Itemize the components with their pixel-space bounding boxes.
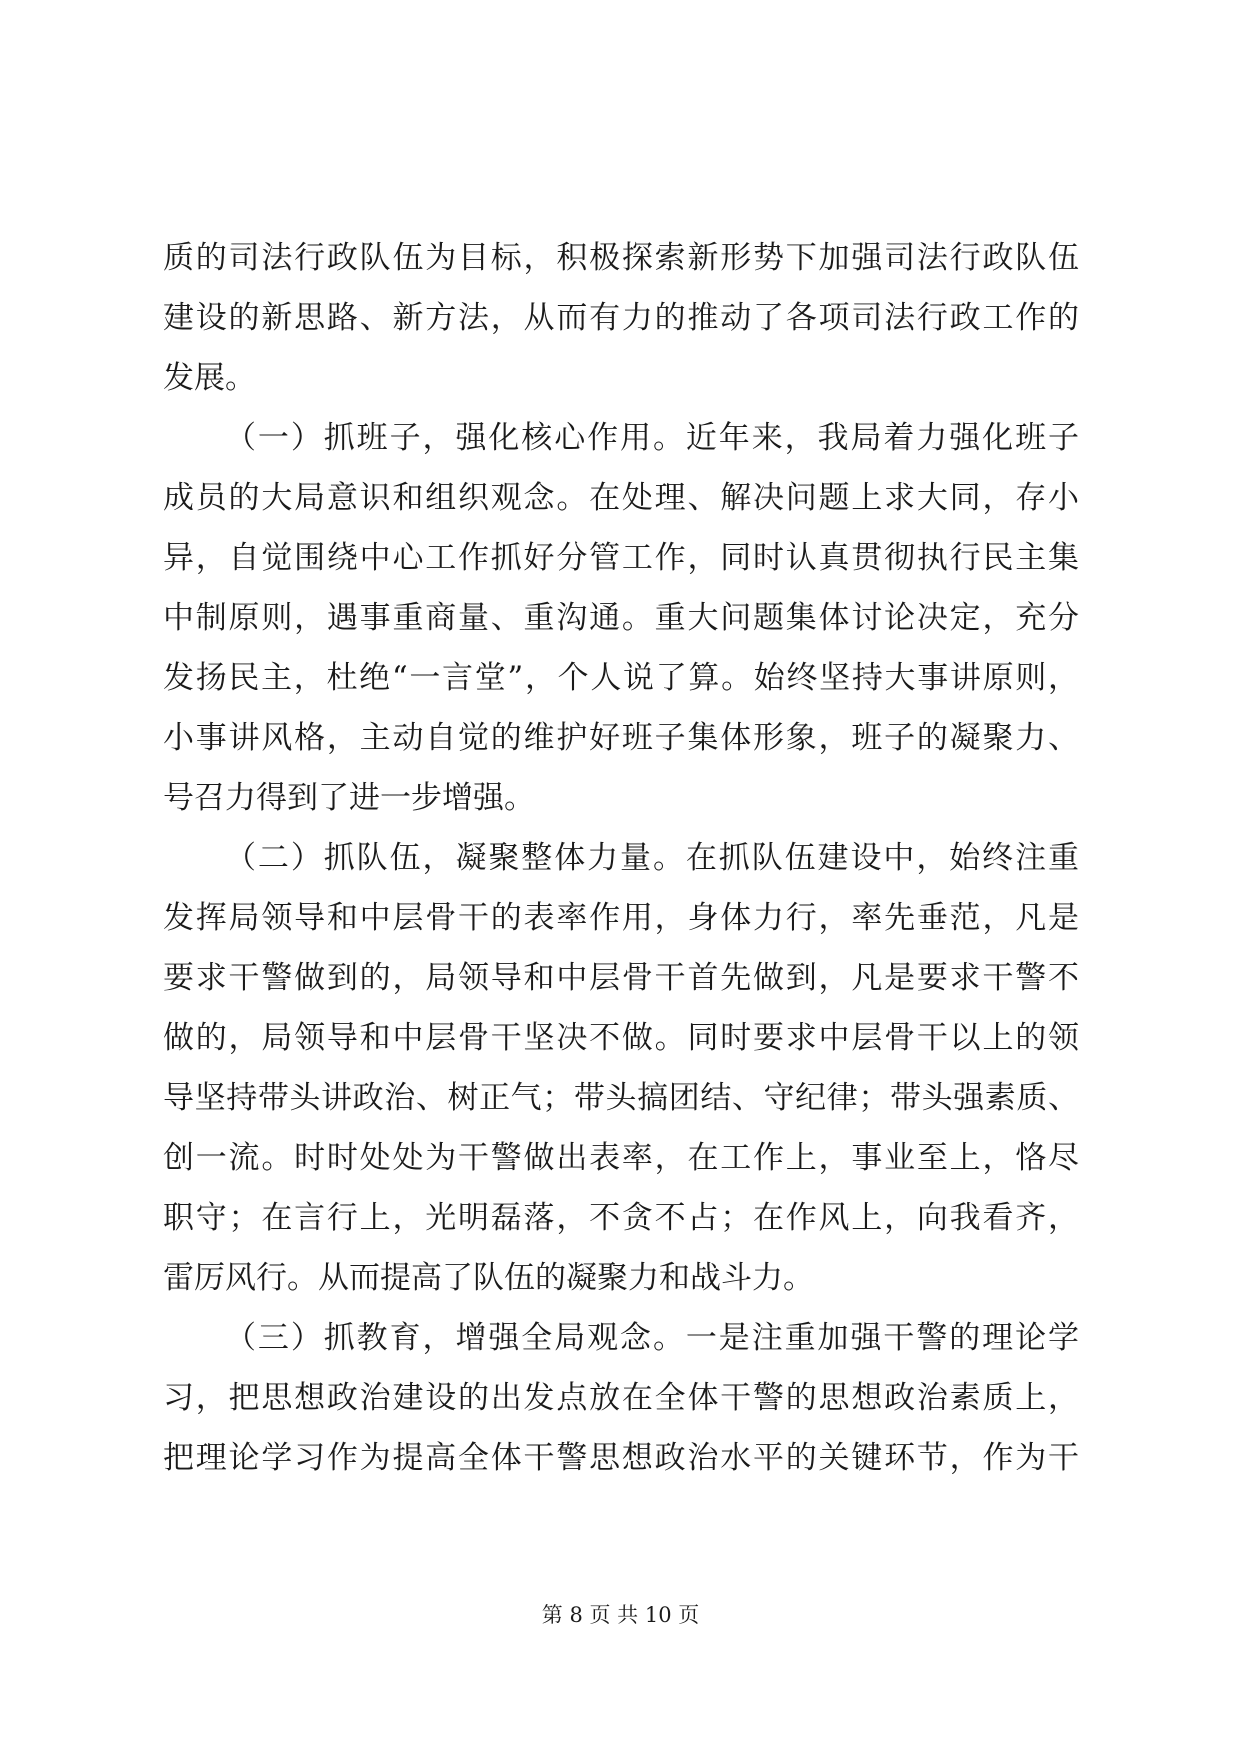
- text-line: 建设的新思路、新方法，从而有力的推动了各项司法行政工作的: [163, 300, 1079, 336]
- text-line: 习，把思想政治建设的出发点放在全体干警的思想政治素质上，: [163, 1380, 1079, 1416]
- text-line: 号召力得到了进一步增强。: [163, 780, 535, 816]
- text-line: 把理论学习作为提高全体干警思想政治水平的关键环节，作为干: [163, 1440, 1079, 1476]
- text-line: （二）抓队伍，凝聚整体力量。在抓队伍建设中，始终注重: [225, 840, 1079, 876]
- text-line: 小事讲风格，主动自觉的维护好班子集体形象，班子的凝聚力、: [163, 720, 1079, 756]
- text-line: 中制原则，遇事重商量、重沟通。重大问题集体讨论决定，充分: [163, 600, 1079, 636]
- text-line: 发挥局领导和中层骨干的表率作用，身体力行，率先垂范，凡是: [163, 900, 1079, 936]
- text-line: 职守；在言行上，光明磊落，不贪不占；在作风上，向我看齐，: [163, 1200, 1079, 1236]
- text-line: 做的，局领导和中层骨干坚决不做。同时要求中层骨干以上的领: [163, 1020, 1079, 1056]
- text-line: 质的司法行政队伍为目标，积极探索新形势下加强司法行政队伍: [163, 240, 1079, 276]
- body-text: [163, 228, 1079, 1488]
- text-line: 异，自觉围绕中心工作抓好分管工作，同时认真贯彻执行民主集: [163, 540, 1079, 576]
- text-line: 要求干警做到的，局领导和中层骨干首先做到，凡是要求干警不: [163, 960, 1079, 996]
- text-line: 发展。: [163, 360, 256, 396]
- text-line: 发扬民主，杜绝“一言堂”，个人说了算。始终坚持大事讲原则，: [163, 660, 1079, 696]
- text-line: 创一流。时时处处为干警做出表率，在工作上，事业至上，恪尽: [163, 1140, 1079, 1176]
- text-line: 成员的大局意识和组织观念。在处理、解决问题上求大同，存小: [163, 480, 1079, 516]
- text-line: （三）抓教育，增强全局观念。一是注重加强干警的理论学: [225, 1320, 1079, 1356]
- text-line: 雷厉风行。从而提高了队伍的凝聚力和战斗力。: [163, 1260, 814, 1296]
- page-footer: 第 8 页 共 10 页: [541, 1603, 700, 1627]
- text-line: （一）抓班子，强化核心作用。近年来，我局着力强化班子: [225, 420, 1079, 456]
- text-line: 导坚持带头讲政治、树正气；带头搞团结、守纪律；带头强素质、: [163, 1080, 1079, 1116]
